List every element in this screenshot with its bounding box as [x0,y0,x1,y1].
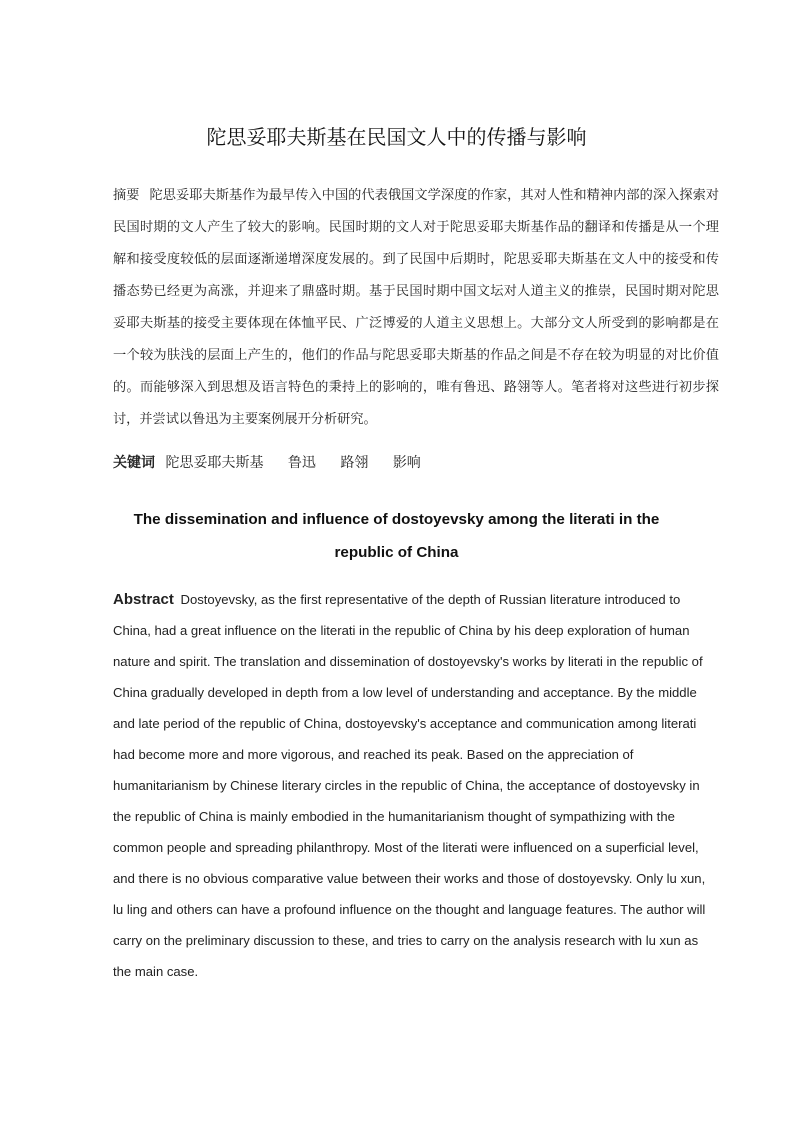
keyword-item: 陀思妥耶夫斯基 [165,455,264,471]
keyword-item: 影响 [392,455,421,471]
keyword-item: 路翎 [340,455,369,471]
chinese-abstract-text: 陀思妥耶夫斯基作为最早传入中国的代表俄国文学深度的作家，其对人性和精神内部的深入探索对民国时期的文人产生了较大的影响。民国时期的文人对于陀思妥耶夫斯基作品的翻译和传播是从一个理解和接受度较低的层面逐渐递增深度发展的。到了民国中后期时，陀思妥耶夫斯基在文人中的接受和传播态势已经更为高涨，并迎来了鼎盛时期。基于民国时期中国文坛对人道主义的推崇，民国时期对陀思妥耶夫斯基的接受主要体现在体恤平民、广泛博爱的人道主义思想上。大部分文人所受到的影响都是在一个较为肤浅的层面上产生的，他们的作品与陀思妥耶夫斯基的作品之间是不存在较为明显的对比价值的。而能够深入到思想及语言特色的秉持上的影响的，唯有鲁迅、路翎等人。笔者将对这些进行初步探讨，并尝试以鲁迅为主要案例展开分析研究。 [113,188,720,427]
english-abstract [113,584,719,987]
english-abstract-label: Abstract [113,591,174,608]
english-abstract-text: Dostoyevsky, as the first representative of the depth of Russian literature introduced to China, had a great influence on the literati in the republic of China by his deep exploration of human nature and spirit. The translation and dissemination of dostoyevsky's works by literati in the republic of China gradually developed in depth from a low level of understanding and acceptance. By the middle and late period of the republic of China, dostoyevsky's acceptance and communication among literati had become more and more vigorous, and reached its peak. Based on the appreciation of humanitarianism by Chinese literary circles in the republic of China, the acceptance of dostoyevsky in the republic of China is mainly embodied in the humanitarianism thought of sympathizing with the common people and spreading philanthropy. Most of the literati were influenced on a superficial level, and there is no obvious comparative value between their works and those of dostoyevsky. Only lu xun, lu ling and others can have a profound influence on the thought and language features. The author will carry on the preliminary discussion to these, and tries to carry on the analysis research with lu xun as the main case. [113,592,706,979]
chinese-title: 陀思妥耶夫斯基在民国文人中的传播与影响 [206,125,587,149]
chinese-abstract [113,180,719,436]
english-title: The dissemination and influence of dostoyevsky among the literati in the republic of China [133,511,660,561]
chinese-keywords-label: 关键词 [113,455,155,471]
keyword-item: 鲁迅 [287,455,316,471]
chinese-keywords [113,448,719,478]
chinese-abstract-label: 摘要 [113,188,140,203]
